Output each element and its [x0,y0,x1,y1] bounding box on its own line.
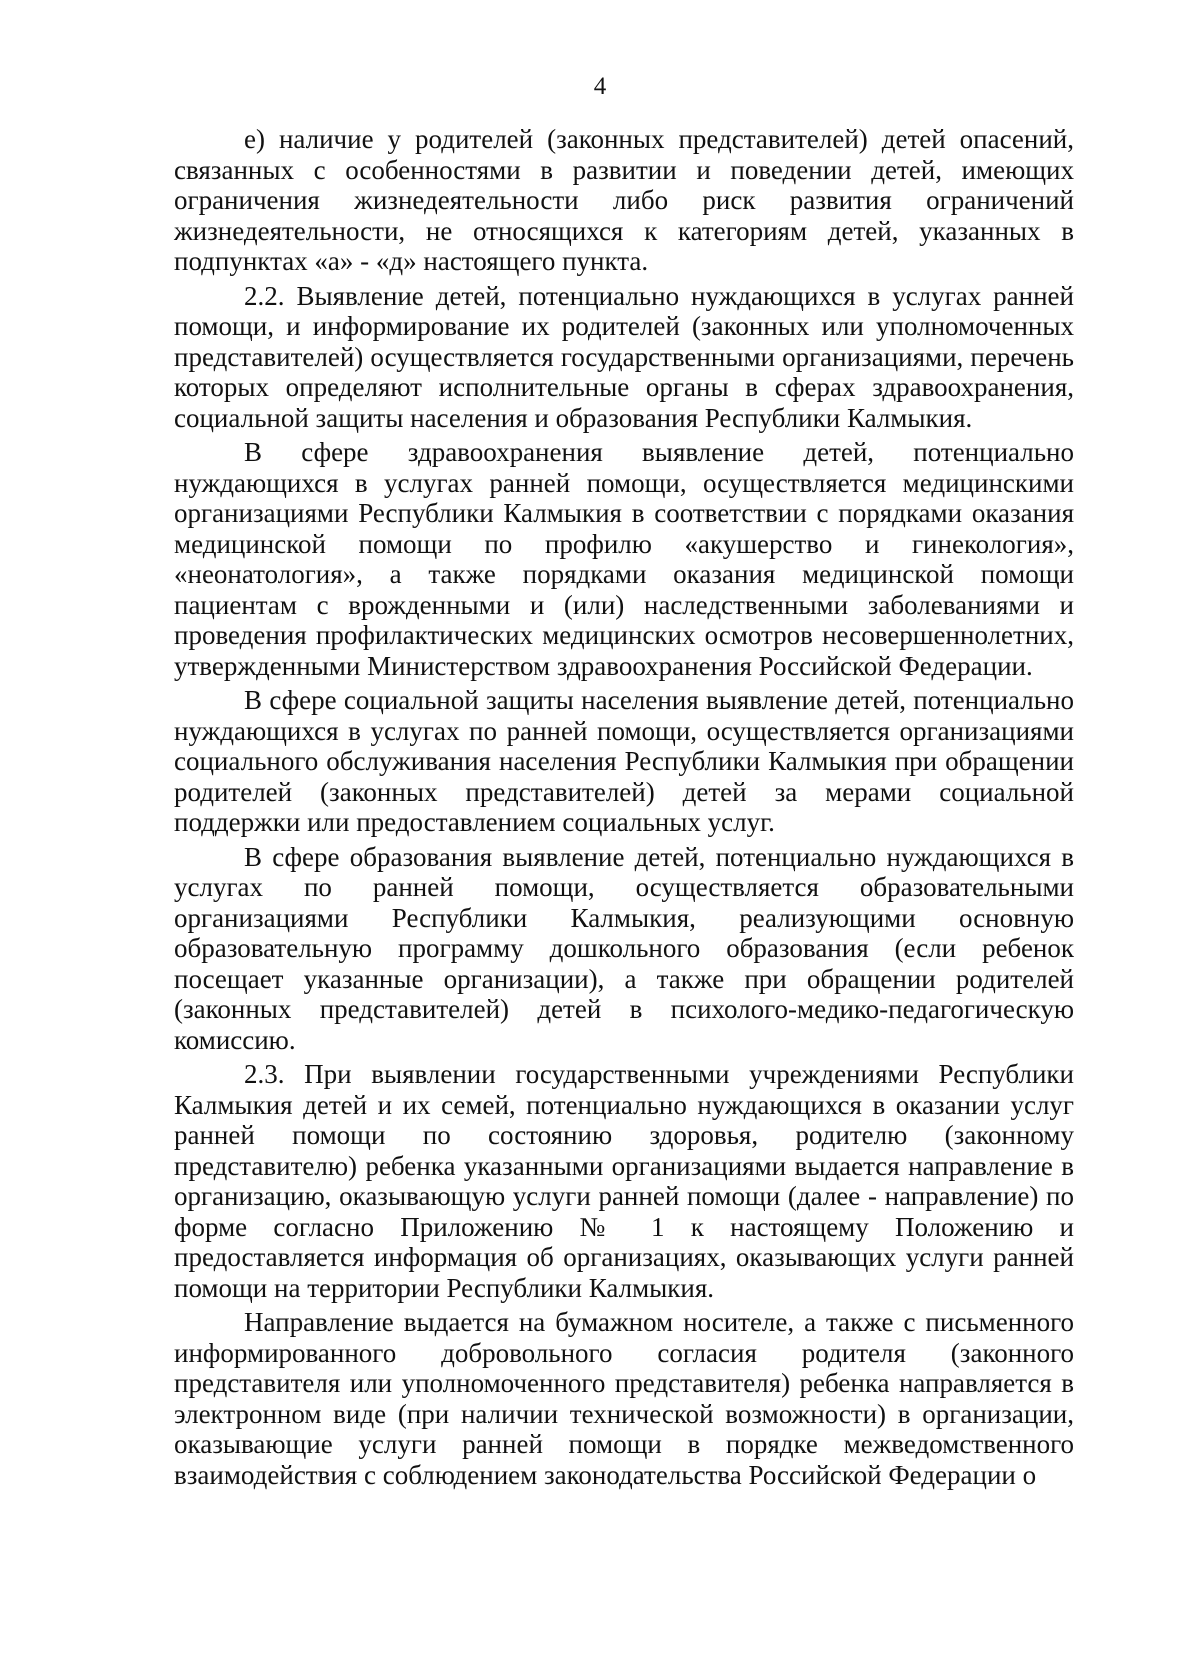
paragraph-education: В сфере образования выявление детей, потенциально нуждающихся в услугах по ранней помощи, осуществляется образовательными организациями Республики Калмыкия, реализующими основную образовательную программу дошкольного образования (если ребенок посещает указанные организации), а также при обращении родителей (законных представителей) детей в психолого-медико-педагогическую комиссию. [174,841,1074,1055]
paragraph-2-2: 2.2. Выявление детей, потенциально нуждающихся в услугах ранней помощи, и информирование их родителей (законных или уполномоченных представителей) осуществляется государственными организациями, перечень которых определяют исполнительные органы в сферах здравоохранения, социальной защиты населения и образования Республики Калмыкия. [174,280,1074,433]
page-number: 4 [593,73,607,100]
paragraph-item-e: е) наличие у родителей (законных представителей) детей опасений, связанных с особенностями в развитии и поведении детей, имеющих ограничения жизнедеятельности либо риск развития ограничений жизнедеятельности, не относящихся к категориям детей, указанных в подпунктах «а» - «д» настоящего пункта. [174,124,1074,276]
document-body [174,124,1074,1490]
paragraph-social-protection: В сфере социальной защиты населения выявление детей, потенциально нуждающихся в услугах по ранней помощи, осуществляется организациями социального обслуживания населения Республики Калмыкия при обращении родителей (законных представителей) детей за мерами социальной поддержки или предоставлением социальных услуг. [174,685,1074,837]
paragraph-2-3: 2.3. При выявлении государственными учреждениями Республики Калмыкия детей и их семей, потенциально нуждающихся в оказании услуг ранней помощи по состоянию здоровья, родителю (законному представителю) ребенка указанными организациями выдается направление в организацию, оказывающую услуги ранней помощи (далее - направление) по форме согласно Приложению № 1 к настоящему Положению и предоставляется информация об организациях, оказывающих услуги ранней помощи на территории Республики Калмыкия. [174,1059,1074,1303]
paragraph-referral: Направление выдается на бумажном носителе, а также с письменного информированного добровольного согласия родителя (законного представителя или уполномоченного представителя) ребенка направляется в электронном виде (при наличии технической возможности) в организации, оказывающие услуги ранней помощи в порядке межведомственного взаимодействия с соблюдением законодательства Российской Федерации о [174,1307,1074,1490]
paragraph-healthcare: В сфере здравоохранения выявление детей, потенциально нуждающихся в услугах ранней помощи, осуществляется медицинскими организациями Республики Калмыкия в соответствии с порядками оказания медицинской помощи по профилю «акушерство и гинекология», «неонатология», а также порядками оказания медицинской помощи пациентам с врожденными и (или) наследственными заболеваниями и проведения профилактических медицинских осмотров несовершеннолетних, утвержденными Министерством здравоохранения Российской Федерации. [174,437,1074,681]
